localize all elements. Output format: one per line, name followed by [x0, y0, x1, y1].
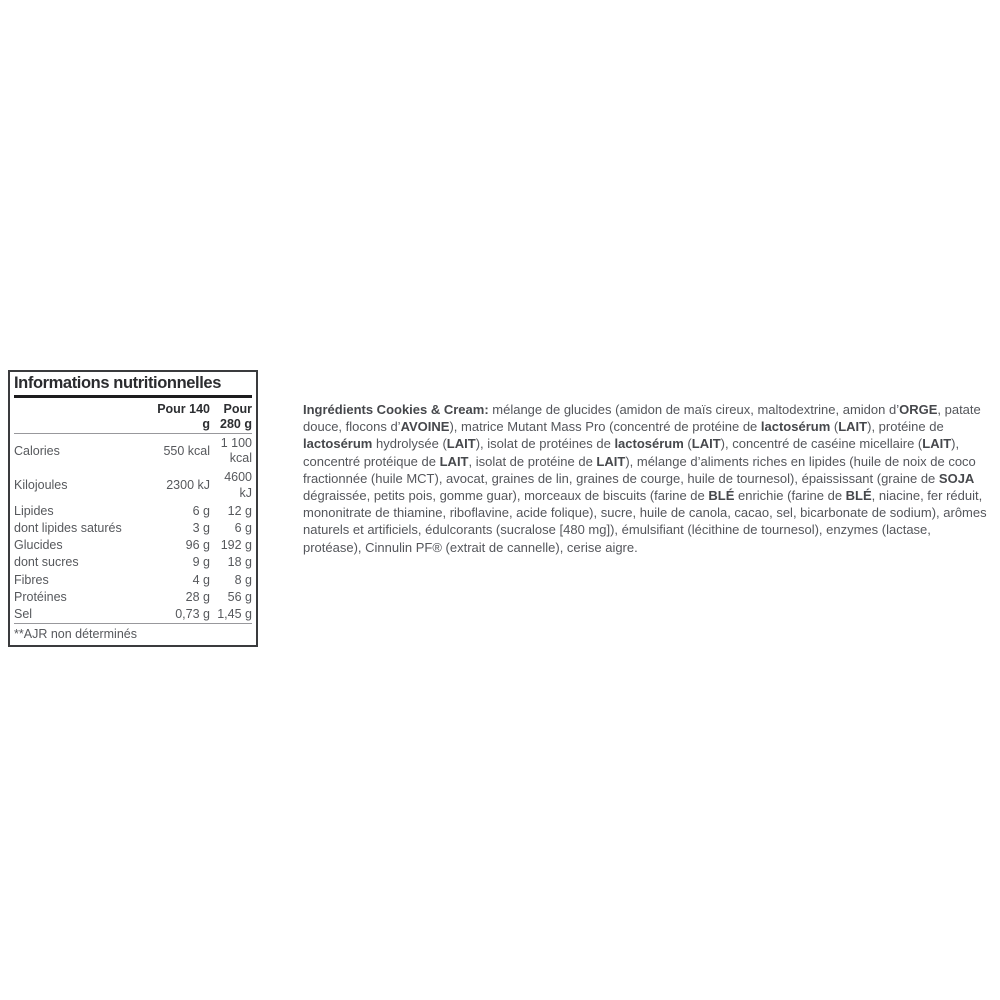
ingredient-bold-text: BLÉ	[845, 488, 872, 504]
table-row-lipides	[14, 503, 252, 520]
row-label: dont lipides saturés	[14, 521, 122, 536]
nutrition-grid	[14, 398, 252, 623]
row-value-140: 2300 kJ	[166, 478, 210, 492]
row-value-280: 1,45 g	[217, 607, 252, 622]
row-value-280: 192 g	[220, 538, 252, 553]
nutrition-header-empty	[14, 398, 152, 434]
ingredient-text: dégraissée, petits pois, gomme guar), morceaux de biscuits (farine de	[303, 488, 709, 504]
row-label: Lipides	[14, 503, 54, 518]
nutrition-table	[8, 370, 258, 647]
table-row-kilojoules	[14, 468, 252, 502]
ingredient-text: , niacine, fer réduit, mononitrate de thiamine, riboflavine, acide folique), sucre, huile de canola, cacao, sel, bicarbonate de sodium), arômes naturels et artificiels, édulcorants (sucralose [480 mg]), émulsifiant (lécithine de tournesol), enzymes (lactase, protéase), Cinnulin PF® (extrait de cannelle), cerise aigre.	[303, 488, 987, 555]
ingredient-text: enrichie (farine de	[734, 488, 846, 504]
ingredient-text: ), isolat de protéines de	[475, 436, 615, 452]
ingredient-bold-text: LAIT	[439, 453, 469, 469]
row-label: Sel	[14, 607, 33, 622]
row-label: Calories	[14, 443, 60, 458]
table-row-calories	[14, 434, 252, 469]
row-value-280: 56 g	[227, 589, 252, 604]
row-value-140: 9 g	[192, 555, 210, 570]
ingredient-text: , patate douce, flocons d’	[303, 402, 981, 435]
nutrition-header-row	[14, 398, 252, 434]
table-row-lipides-satures	[14, 520, 252, 537]
table-row-glucides	[14, 537, 252, 554]
ingredient-text: ), concentré de caséine micellaire (	[720, 436, 923, 452]
ingredient-bold-text: BLÉ	[708, 488, 735, 504]
ingredient-bold-text: LAIT	[446, 436, 476, 452]
row-value-280: 6 g	[234, 521, 252, 536]
nutrition-header-per280: Pour 280 g	[210, 398, 252, 434]
ingredient-bold-text: lactosérum	[760, 419, 831, 435]
row-label: Protéines	[14, 589, 67, 604]
nutrition-table-title: Informations nutritionnelles	[14, 374, 252, 398]
ingredient-bold-text: SOJA	[938, 470, 975, 486]
row-value-140: 96 g	[185, 538, 210, 553]
ingredient-bold-text: lactosérum	[614, 436, 684, 452]
ingredient-text: hydrolysée (	[372, 436, 447, 452]
row-label: dont sucres	[14, 555, 79, 570]
row-label: Fibres	[14, 572, 49, 587]
ingredient-text: ), concentré protéique de	[303, 436, 960, 469]
ingredient-text: ), protéine de	[867, 419, 944, 435]
ingredient-bold-text: LAIT	[596, 453, 626, 469]
ingredient-bold-text: ORGE	[899, 402, 938, 417]
ingredients-paragraph	[303, 401, 991, 556]
table-row-sel	[14, 606, 252, 623]
row-value-140: 6 g	[192, 503, 210, 518]
row-value-280: 12 g	[227, 503, 252, 518]
table-row-fibres	[14, 572, 252, 589]
row-value-280: 1 100 kcal	[220, 436, 252, 466]
ingredient-bold-text: LAIT	[838, 419, 868, 435]
row-label: Glucides	[14, 538, 63, 553]
ingredient-text: mélange de glucides (amidon de maïs cireux, maltodextrine, amidon d’	[488, 402, 900, 417]
ingredient-text: ), matrice Mutant Mass Pro (concentré de protéine de	[449, 419, 761, 435]
row-value-280: 4600 kJ	[224, 470, 252, 500]
row-label: Kilojoules	[14, 478, 68, 492]
ingredient-text: (	[830, 419, 839, 435]
row-value-140: 28 g	[185, 589, 210, 604]
ingredient-bold-text: LAIT	[922, 436, 952, 452]
table-row-proteines	[14, 589, 252, 606]
row-value-140: 3 g	[192, 521, 210, 536]
ingredient-text: (	[683, 436, 692, 452]
ingredient-bold-text: Ingrédients Cookies & Cream:	[303, 402, 489, 417]
row-value-140: 4 g	[192, 572, 210, 587]
ingredient-bold-text: lactosérum	[303, 436, 373, 452]
ingredient-text: , isolat de protéine de	[468, 453, 597, 469]
row-value-140: 550 kcal	[163, 443, 210, 458]
nutrition-footnote: **AJR non déterminés	[14, 623, 252, 642]
ingredient-bold-text: AVOINE	[400, 419, 450, 435]
row-value-280: 18 g	[227, 555, 252, 570]
row-value-280: 8 g	[234, 572, 252, 587]
ingredient-text: ), mélange d’aliments riches en lipides (huile de noix de coco fractionnée (huile MCT), avocat, graines de lin, graines de courge, huile de tournesol), épaississant (graine de	[303, 453, 976, 486]
nutrition-header-per140: Pour 140 g	[152, 398, 210, 434]
table-row-sucres	[14, 554, 252, 571]
ingredient-bold-text: LAIT	[691, 436, 721, 452]
row-value-140: 0,73 g	[175, 607, 210, 622]
